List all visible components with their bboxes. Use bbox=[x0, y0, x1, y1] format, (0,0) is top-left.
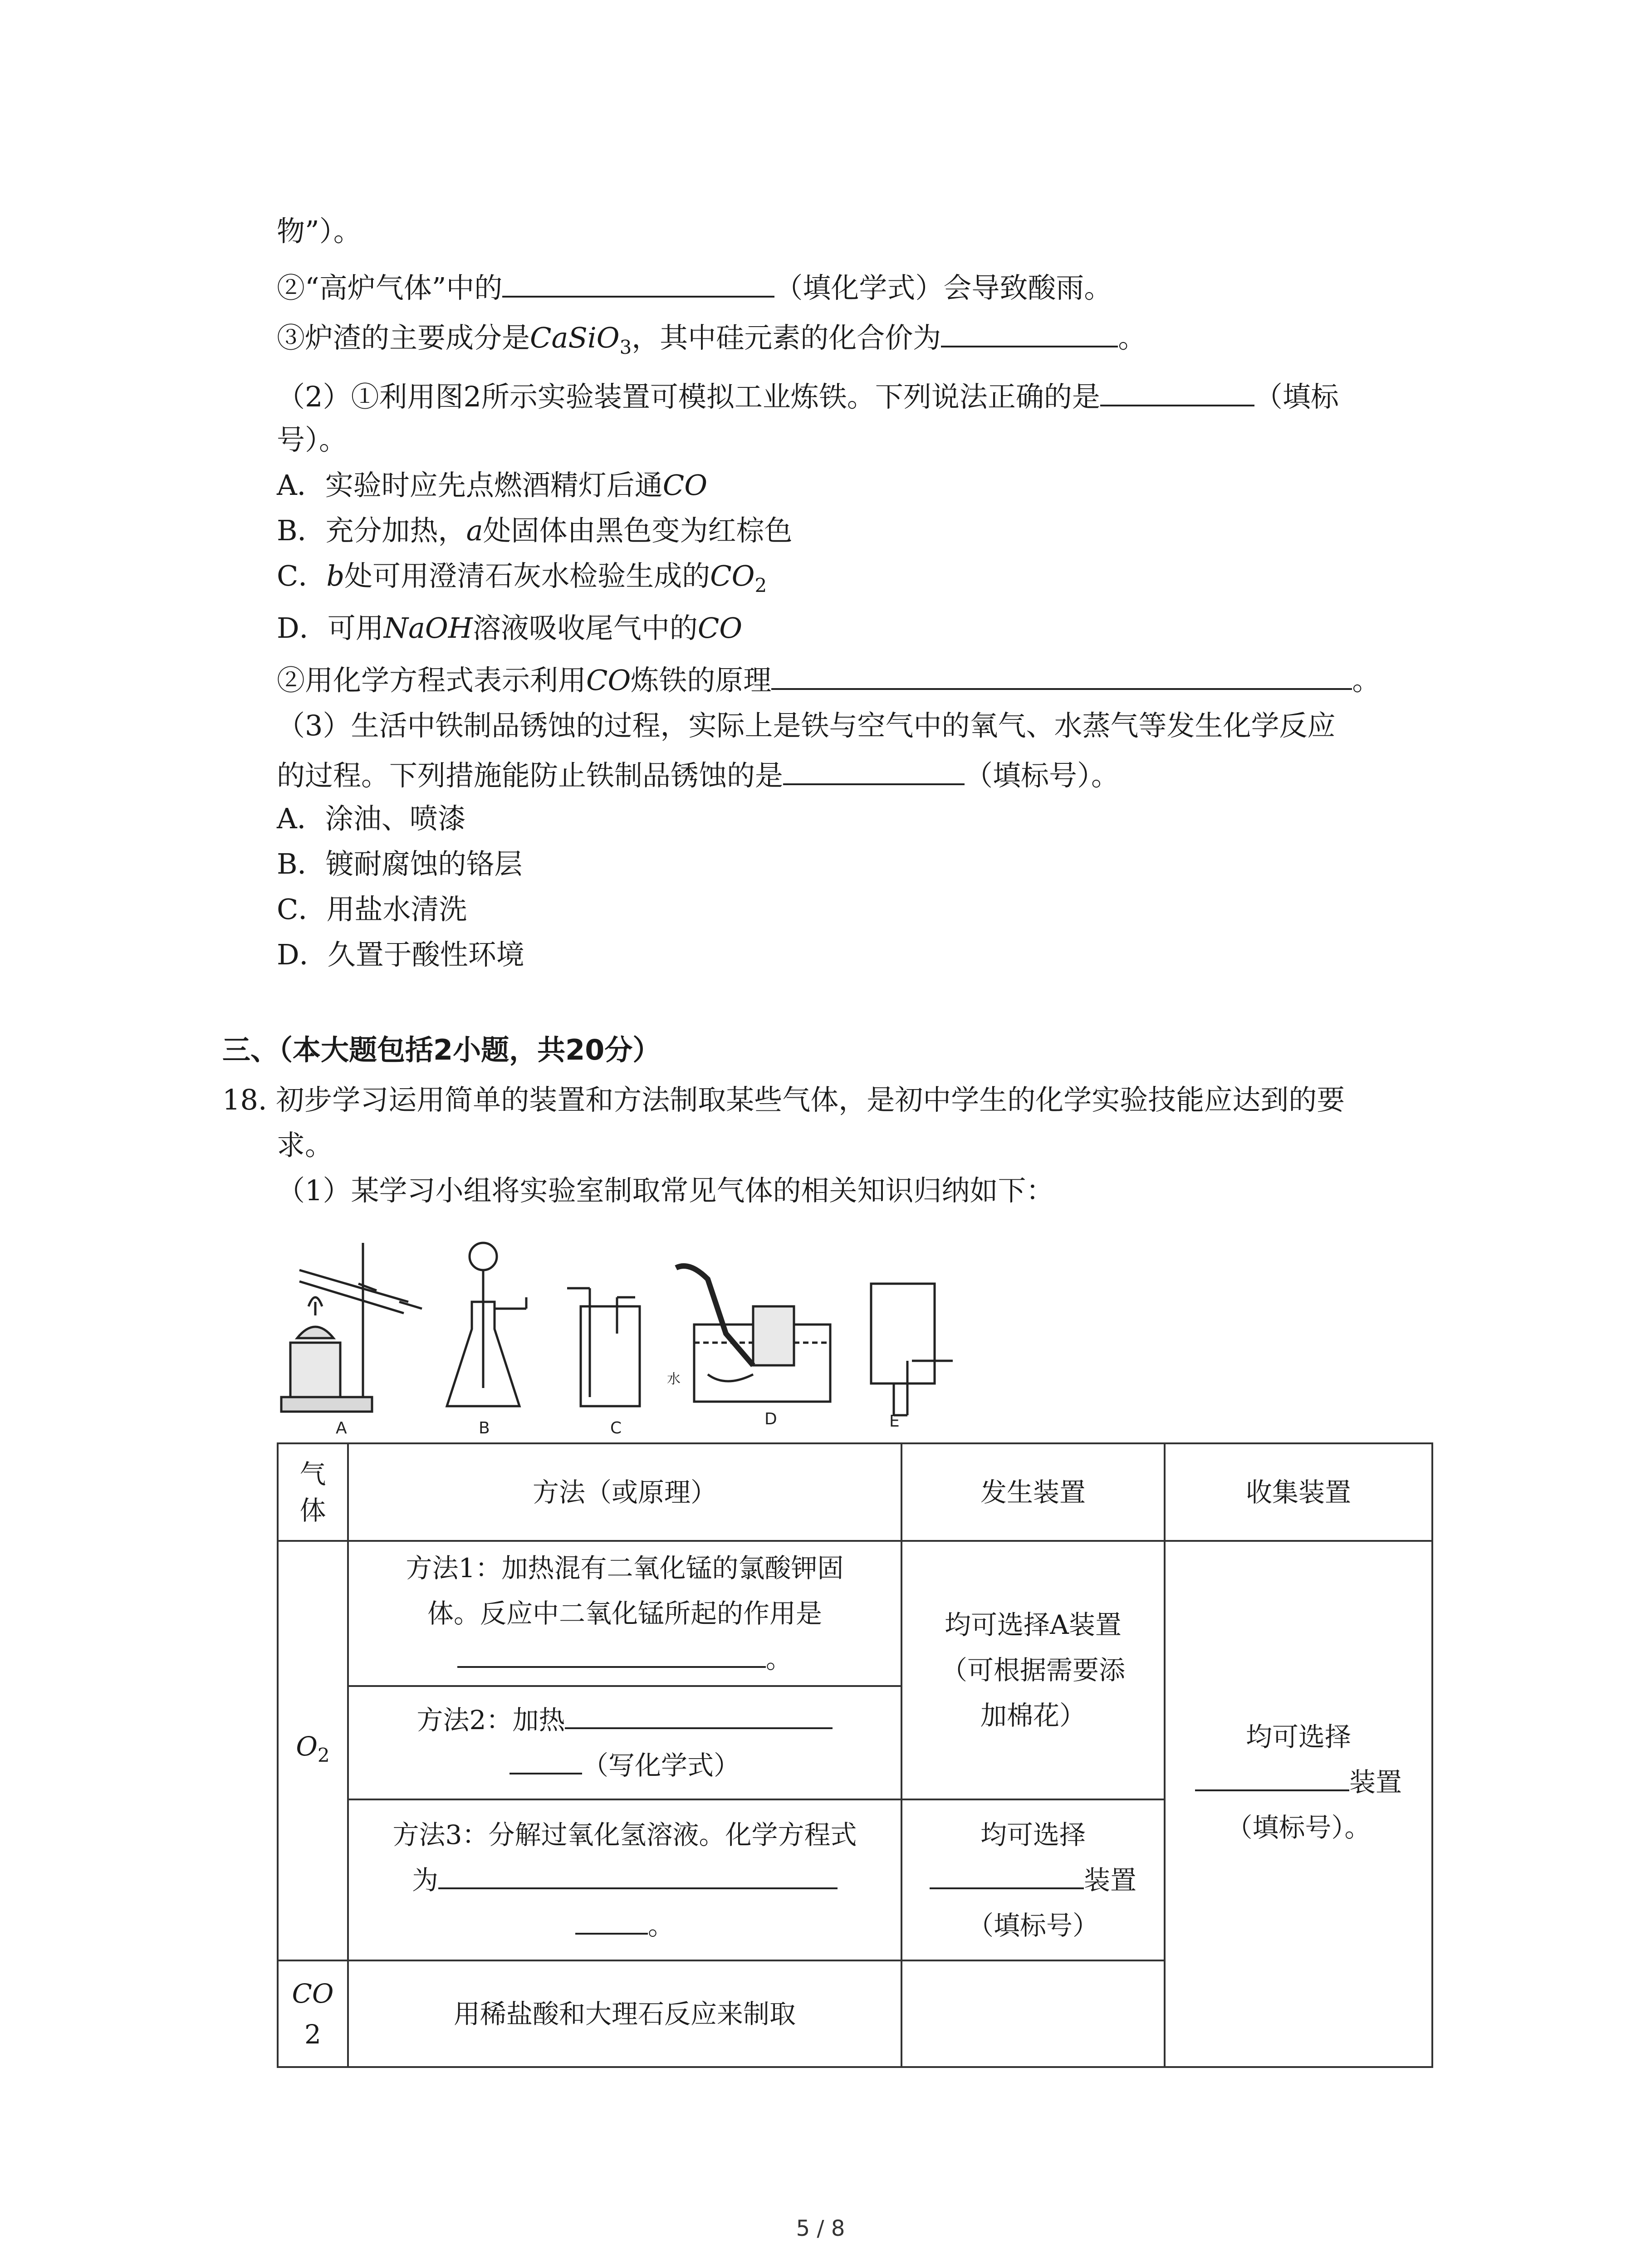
text-line-equation: ②用化学方程式表示利用CO炼铁的原理 。 bbox=[277, 660, 1380, 699]
option-c: C．b处可用澄清石灰水检验生成的$CO_2$ bbox=[277, 559, 767, 596]
apparatus-c-bottle bbox=[567, 1288, 640, 1406]
apparatus-a-heating-tube bbox=[281, 1243, 422, 1412]
method-3-cell: 方法3：分解过氧化氢溶液。化学方程式 为 。 bbox=[348, 1799, 901, 1960]
text-line-4: （2）①利用图2所示实验装置可模拟工业炼铁。下列说法正确的是 （填标 bbox=[277, 376, 1339, 415]
method-1-cell: 方法1：加热混有二氧化锰的氯酸钾固 体。反应中二氧化锰所起的作用是 。 bbox=[348, 1541, 901, 1686]
page-number: 5 / 8 bbox=[796, 2216, 845, 2241]
generator-a-cell: 均可选择A装置 （可根据需要添 加棉花） bbox=[901, 1541, 1165, 1799]
co2-method-cell: 用稀盐酸和大理石反应来制取 bbox=[348, 1960, 901, 2067]
answer-blank-q3[interactable] bbox=[783, 755, 965, 785]
apparatus-label-b: B bbox=[479, 1419, 490, 1437]
water-label: 水 bbox=[667, 1371, 681, 1387]
text-line-q3b: 的过程。下列措施能防止铁制品锈蚀的是 （填标号）。 bbox=[277, 755, 1119, 794]
generator-b-cell: 均可选择 装置 （填标号） bbox=[901, 1799, 1165, 1960]
header-gas: 气体 bbox=[278, 1443, 348, 1541]
section-heading: 三、（本大题包括2小题，共20分） bbox=[222, 1033, 661, 1066]
text-line-1: 物”）。 bbox=[277, 215, 362, 248]
method-2-cell: 方法2：加热 （写化学式） bbox=[348, 1686, 901, 1799]
apparatus-figure bbox=[272, 1225, 953, 1438]
text-line-2: ②“高炉气体”中的 （填化学式）会导致酸雨。 bbox=[277, 268, 1112, 306]
apparatus-label-e: E bbox=[889, 1412, 900, 1431]
q3-option-a: A．涂油、喷漆 bbox=[277, 802, 466, 835]
header-collector: 收集装置 bbox=[1165, 1443, 1432, 1541]
apparatus-label-c: C bbox=[610, 1419, 622, 1437]
answer-blank-equation[interactable] bbox=[771, 660, 1352, 690]
q3-option-b: B．镀耐腐蚀的铬层 bbox=[277, 847, 523, 880]
question-18-part1: （1）某学习小组将实验室制取常见气体的相关知识归纳如下： bbox=[277, 1174, 1054, 1207]
question-18-line1: 18. 初步学习运用简单的装置和方法制取某些气体，是初中学生的化学实验技能应达到的要 bbox=[222, 1083, 1345, 1116]
collector-cell: 均可选择 装置 （填标号）。 bbox=[1165, 1541, 1432, 2067]
apparatus-label-d: D bbox=[764, 1410, 777, 1428]
q3-option-d: D．久置于酸性环境 bbox=[277, 938, 524, 971]
q3-option-c: C．用盐水清洗 bbox=[277, 893, 467, 926]
text-line-3: ③炉渣的主要成分是CaSiO$_3$，其中硅元素的化合价为 。 bbox=[277, 318, 1146, 366]
answer-blank-valence[interactable] bbox=[941, 318, 1118, 347]
option-a: A．实验时应先点燃酒精灯后通CO bbox=[277, 469, 708, 502]
answer-blank-heat-reagent-cont[interactable] bbox=[509, 1745, 582, 1774]
answer-blank-h2o2-equation[interactable] bbox=[438, 1859, 838, 1889]
gas-o2-cell: $O_2$ bbox=[278, 1541, 348, 1960]
answer-blank-h2o2-equation-cont[interactable] bbox=[575, 1905, 648, 1935]
apparatus-e-inverted-bottle bbox=[871, 1284, 953, 1415]
answer-blank-collector[interactable] bbox=[1195, 1761, 1349, 1791]
text-line-5: 号）。 bbox=[277, 423, 348, 456]
option-b: B．充分加热，a处固体由黑色变为红棕色 bbox=[277, 514, 793, 547]
option-d: D．可用NaOH溶液吸收尾气中的CO bbox=[277, 611, 743, 645]
gas-co2-cell: CO 2 bbox=[278, 1960, 348, 2067]
answer-blank-catalyst-role[interactable] bbox=[457, 1638, 766, 1668]
apparatus-label-a: A bbox=[336, 1419, 347, 1437]
co2-generator-cell bbox=[901, 1960, 1165, 2067]
question-18-line2: 求。 bbox=[277, 1129, 333, 1162]
apparatus-b-flask bbox=[447, 1243, 526, 1406]
header-method: 方法（或原理） bbox=[348, 1443, 901, 1541]
answer-blank-generator[interactable] bbox=[930, 1859, 1084, 1889]
answer-blank-gas[interactable] bbox=[502, 268, 774, 298]
answer-blank-q2[interactable] bbox=[1100, 376, 1254, 406]
apparatus-d-trough bbox=[676, 1266, 830, 1402]
answer-blank-heat-reagent[interactable] bbox=[565, 1699, 833, 1729]
gas-preparation-table bbox=[277, 1442, 1433, 2068]
header-generator: 发生装置 bbox=[901, 1443, 1165, 1541]
text-line-q3a: （3）生活中铁制品锈蚀的过程，实际上是铁与空气中的氧气、水蒸气等发生化学反应 bbox=[277, 709, 1336, 742]
